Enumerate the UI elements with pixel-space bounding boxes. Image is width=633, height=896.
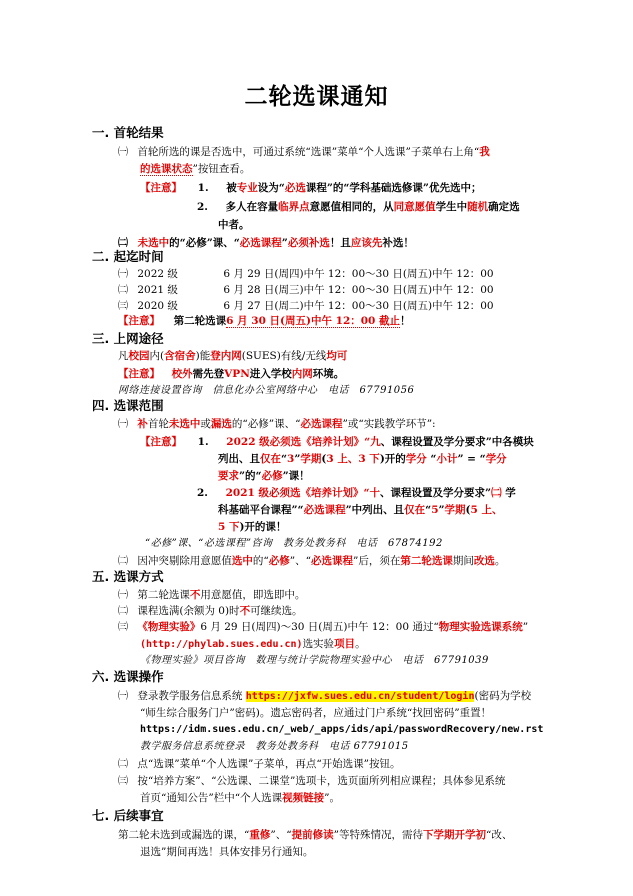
- s6-item-1: [118, 689, 531, 704]
- note-number: 1.: [197, 436, 209, 448]
- text: 、课程设置及学分要求”中各模块: [380, 436, 534, 448]
- highlight-text: 必须补选: [287, 237, 330, 249]
- s4-note-1-line-3: [218, 469, 310, 483]
- text: 第二轮选课: [173, 315, 227, 327]
- text: 需先登: [192, 368, 225, 380]
- highlight-text: 校园: [128, 350, 150, 362]
- text: 点“选课”菜单“个人选课”子菜单，再点“开始选课”按钮。: [137, 758, 401, 770]
- text: 学生中: [435, 201, 468, 213]
- text: ”按钮查看。: [192, 163, 251, 175]
- text: 学: [501, 487, 516, 499]
- text: ”、“: [289, 555, 311, 567]
- phylab-link[interactable]: (http://phylab.sues.edu.cn): [140, 639, 303, 650]
- list-marker: ㈢: [118, 301, 128, 312]
- highlight-text: 仅在: [260, 453, 281, 465]
- section-3-heading: 三. 上网途径: [92, 331, 164, 346]
- highlight-text: 第二轮选课: [400, 555, 453, 567]
- list-marker: ㈡: [118, 556, 128, 567]
- note-label: 【注意】: [118, 315, 160, 327]
- schedule-row: [118, 267, 494, 282]
- section-5-heading: 五. 选课方式: [92, 569, 164, 584]
- text: 课程选满(余额为 0)时: [137, 605, 240, 617]
- text: ”等特殊情况，需待: [333, 829, 423, 841]
- s1-note-1: [140, 181, 481, 195]
- grade: 2021 级: [137, 284, 178, 296]
- highlight-text: 学分: [405, 453, 427, 465]
- highlight-text: 5 下: [218, 521, 240, 533]
- highlight-text: 校外: [171, 368, 193, 380]
- highlight-text: 下学期开学初: [423, 829, 486, 841]
- text: “改、: [486, 829, 513, 841]
- highlight-text: 学期: [300, 453, 322, 465]
- s1-note-2: [197, 200, 520, 214]
- video-link[interactable]: 视频链接: [282, 792, 325, 804]
- highlight-text: 不: [239, 605, 251, 617]
- text: 进入学校: [249, 368, 292, 380]
- s1-item-1: [118, 145, 490, 160]
- text: ”: [438, 504, 445, 516]
- s4-note-2-line-2: [218, 503, 502, 517]
- text: 意愿值相同的，从: [309, 201, 394, 213]
- note-number: 1.: [197, 182, 209, 194]
- highlight-text: 学分: [485, 453, 507, 465]
- text: 第二轮选课: [137, 589, 190, 601]
- highlight-text: 2022 级必须选《培养计划》“九: [226, 436, 381, 448]
- highlight-text: 要求: [218, 470, 239, 482]
- s3-contact: 网络连接设置咨询 信息化办公室网络中心 电话 67791056: [118, 385, 415, 396]
- list-marker: ㈠: [118, 691, 128, 702]
- password-recovery-link[interactable]: https://idm.sues.edu.cn/_web/_apps/ids/api/passwordRecovery/new.rst: [140, 724, 544, 735]
- text: 多人在容量: [225, 201, 279, 213]
- highlight-text: 2021 级必须选《培养计划》“十: [225, 487, 381, 499]
- text: 补选！: [382, 237, 414, 249]
- highlight-text: 物理实验选课系统: [438, 621, 523, 633]
- highlight-text: 同意愿值: [393, 201, 436, 213]
- list-marker: ㈠: [118, 269, 128, 280]
- text: )能: [195, 350, 211, 362]
- highlight-text: 登内网: [210, 350, 242, 362]
- text: ”课！: [282, 470, 310, 482]
- text: 、课程设置及学分要求”: [380, 487, 492, 499]
- list-marker: ㈠: [118, 590, 128, 601]
- text: 用意愿值，即选即中。: [200, 589, 306, 601]
- s5-contact: 《物理实验》项目咨询 数理与统计学院物理实验中心 电话 67791039: [140, 655, 489, 666]
- highlight-text: 应该先: [350, 237, 383, 249]
- text: (: [321, 453, 327, 465]
- text: 确定选: [488, 201, 520, 213]
- s4-item-1: [118, 417, 436, 432]
- highlight-text: 3: [287, 453, 295, 465]
- text: )开的课！: [239, 521, 287, 533]
- list-marker: ㈠: [118, 147, 128, 158]
- s5-item-3: [118, 620, 528, 635]
- s1-item-1-cont: [140, 162, 250, 176]
- text: ”、“: [270, 829, 292, 841]
- note-label: 【注意】: [118, 368, 160, 380]
- text: 首轮所选的课是否选中，可通过系统“选课”菜单“个人选课”子菜单右上角“: [137, 146, 480, 158]
- s6-item-3: [118, 774, 505, 789]
- text: 的“必修”课、“: [169, 237, 240, 249]
- time-range: 6 月 29 日(周四)中午 12：00～30 日(周五)中午 12：00: [223, 268, 494, 280]
- section-7-heading: 七. 后续事宜: [92, 808, 164, 823]
- text: (SUES)有线/无线: [241, 350, 327, 362]
- text: 首页“通知公告”栏中“个人选课: [140, 792, 283, 804]
- login-link[interactable]: https://jxfw.sues.edu.cn/student/login: [245, 691, 475, 702]
- s7-line-2: 退选”期间再选！具体安排另行通知。: [140, 846, 314, 858]
- text: 可继续选。: [250, 605, 303, 617]
- schedule-row: [118, 283, 494, 298]
- highlight-text: 5: [431, 504, 439, 516]
- text: ”或“实践教学环节”:: [342, 418, 436, 430]
- section-4-heading: 四. 选课范围: [92, 398, 164, 413]
- list-marker: ㈡: [118, 759, 128, 770]
- text: ”后，须在: [352, 555, 401, 567]
- highlight-text: 内网: [291, 368, 313, 380]
- note-number: 2.: [197, 487, 208, 499]
- text: ”的“: [239, 470, 262, 482]
- deadline-text: 6 月 30 日(周五)中午 12：00 截止: [226, 315, 401, 327]
- s5-item-2: [118, 604, 303, 619]
- highlight-text: VPN: [224, 368, 250, 380]
- s2-note: [118, 314, 411, 328]
- text: )开的: [379, 453, 406, 465]
- text: ！: [400, 315, 411, 327]
- highlight-text: 漏选: [210, 418, 232, 430]
- text: 科基础平台课程”“: [218, 504, 304, 516]
- text: 列出、且: [218, 453, 260, 465]
- text: (密码为学校: [474, 690, 532, 702]
- s4-note-2: [197, 486, 516, 500]
- s6-contact: 教学服务信息系统登录 教务处教务科 电话 67791015: [140, 741, 409, 752]
- highlight-text: 我: [479, 146, 490, 158]
- text: 。: [494, 555, 506, 567]
- list-marker: ㈢: [118, 622, 128, 633]
- highlight-text: 3 上、3 下: [326, 453, 380, 465]
- highlight-text: 均可: [326, 350, 348, 362]
- highlight-text: ㈡: [491, 487, 502, 499]
- s4-note-1: [140, 435, 534, 449]
- time-range: 6 月 28 日(周三)中午 12：00～30 日(周五)中午 12：00: [223, 284, 494, 296]
- text: 内(: [149, 350, 165, 362]
- text: 课程”的“学科基础选修课”优先选中；: [305, 182, 482, 194]
- s5-item-1: [118, 588, 305, 603]
- note-number: 2.: [197, 201, 208, 213]
- text: 按“培养方案”、“公选课、二课堂”选项卡，选页面所列相应课程；具体参见系统: [137, 775, 506, 787]
- text: ”中列出、且: [345, 504, 405, 516]
- highlight-text: 5 上、: [470, 504, 503, 516]
- text: 因冲突剔除用意愿值: [137, 555, 232, 567]
- highlight-text: 未选中: [137, 237, 170, 249]
- text: (: [465, 504, 471, 516]
- s4-contact: “必修”课、“必选课程”咨询 教务处教务科 电话 67874192: [145, 538, 443, 549]
- text: 被: [226, 182, 237, 194]
- section-6-heading: 六. 选课操作: [92, 669, 164, 684]
- text: 环境。: [312, 368, 345, 380]
- highlight-text: 不: [189, 589, 201, 601]
- note-label: 【注意】: [140, 436, 182, 448]
- text: 期间: [452, 555, 474, 567]
- highlight-text: 的选课状态: [140, 163, 193, 175]
- text: ”: [522, 621, 529, 633]
- text: 6 月 29 日(周四)～30 日(周五)中午 12：00 通过“: [200, 621, 439, 633]
- highlight-text: 《物理实验》: [137, 621, 201, 633]
- highlight-text: 含宿舍: [164, 350, 196, 362]
- text: 。: [355, 638, 366, 650]
- text: ”: [281, 237, 288, 249]
- text: 或: [200, 418, 211, 430]
- s1-note-2-cont: 中者。: [218, 219, 250, 231]
- s7-line-1: [118, 828, 512, 842]
- time-range: 6 月 27 日(周二)中午 12：00～30 日(周五)中午 12：00: [223, 300, 494, 312]
- highlight-text: 选中: [231, 555, 253, 567]
- text: 选实验: [302, 638, 335, 650]
- s6-item-1-line-2: “师生综合服务门户”密码)。遗忘密码者，应通过门户系统“找回密码”重置！: [140, 707, 492, 719]
- s3-note: [118, 367, 344, 381]
- highlight-text: 必修: [261, 470, 283, 482]
- section-2-heading: 二. 起迄时间: [92, 249, 164, 264]
- text: ”。: [324, 792, 340, 804]
- text: 的“必修”课、“: [231, 418, 301, 430]
- text: ！且: [329, 237, 351, 249]
- s6-item-3-cont: [140, 791, 340, 805]
- s5-item-3-cont: [140, 637, 366, 652]
- highlight-text: 改选: [473, 555, 495, 567]
- highlight-text: 未选中: [168, 418, 201, 430]
- s3-line-1: [118, 349, 347, 363]
- grade: 2022 级: [137, 268, 178, 280]
- text: “: [281, 453, 288, 465]
- highlight-text: 仅在: [404, 504, 426, 516]
- highlight-text: 专业: [236, 182, 258, 194]
- highlight-text: 提前修读: [291, 829, 334, 841]
- highlight-text: 随机: [467, 201, 489, 213]
- list-marker: ㈡: [118, 285, 128, 296]
- list-marker: ㈡: [118, 606, 128, 617]
- highlight-text: 学期: [444, 504, 466, 516]
- highlight-text: 重修: [249, 829, 271, 841]
- s4-note-1-line-2: [218, 452, 507, 466]
- text: ” = “: [457, 453, 486, 465]
- text: 首轮: [147, 418, 169, 430]
- highlight-text: 小计: [436, 453, 458, 465]
- text: 的“: [252, 555, 269, 567]
- highlight-text: 必选课程: [310, 555, 353, 567]
- text: “: [425, 504, 432, 516]
- list-marker: ㈢: [118, 776, 128, 787]
- list-marker: ㈠: [118, 419, 128, 430]
- note-label: 【注意】: [140, 182, 182, 194]
- highlight-text: 必选课程: [303, 504, 346, 516]
- highlight-text: 必选课程: [239, 237, 282, 249]
- s4-note-2-line-3: [218, 520, 286, 534]
- schedule-row: [118, 299, 494, 314]
- section-1-heading: 一. 首轮结果: [92, 125, 164, 140]
- highlight-text: 项目: [334, 638, 356, 650]
- highlight-text: 必选: [284, 182, 306, 194]
- text: ”: [294, 453, 301, 465]
- text: 第二轮未选到或漏选的课，“: [118, 829, 250, 841]
- list-marker: ㈡: [118, 238, 128, 249]
- text: “: [426, 453, 437, 465]
- highlight-text: 临界点: [278, 201, 310, 213]
- text: 设为“: [257, 182, 285, 194]
- s4-item-2: [118, 554, 505, 569]
- s6-item-2: [118, 757, 401, 772]
- highlight-text: 必选课程: [300, 418, 343, 430]
- grade: 2020 级: [137, 300, 178, 312]
- text: 凡: [118, 350, 129, 362]
- text: 登录教学服务信息系统: [137, 690, 246, 702]
- highlight-text: 必修: [268, 555, 290, 567]
- highlight-text: 补: [137, 418, 148, 430]
- page-title: 二轮选课通知: [244, 84, 389, 110]
